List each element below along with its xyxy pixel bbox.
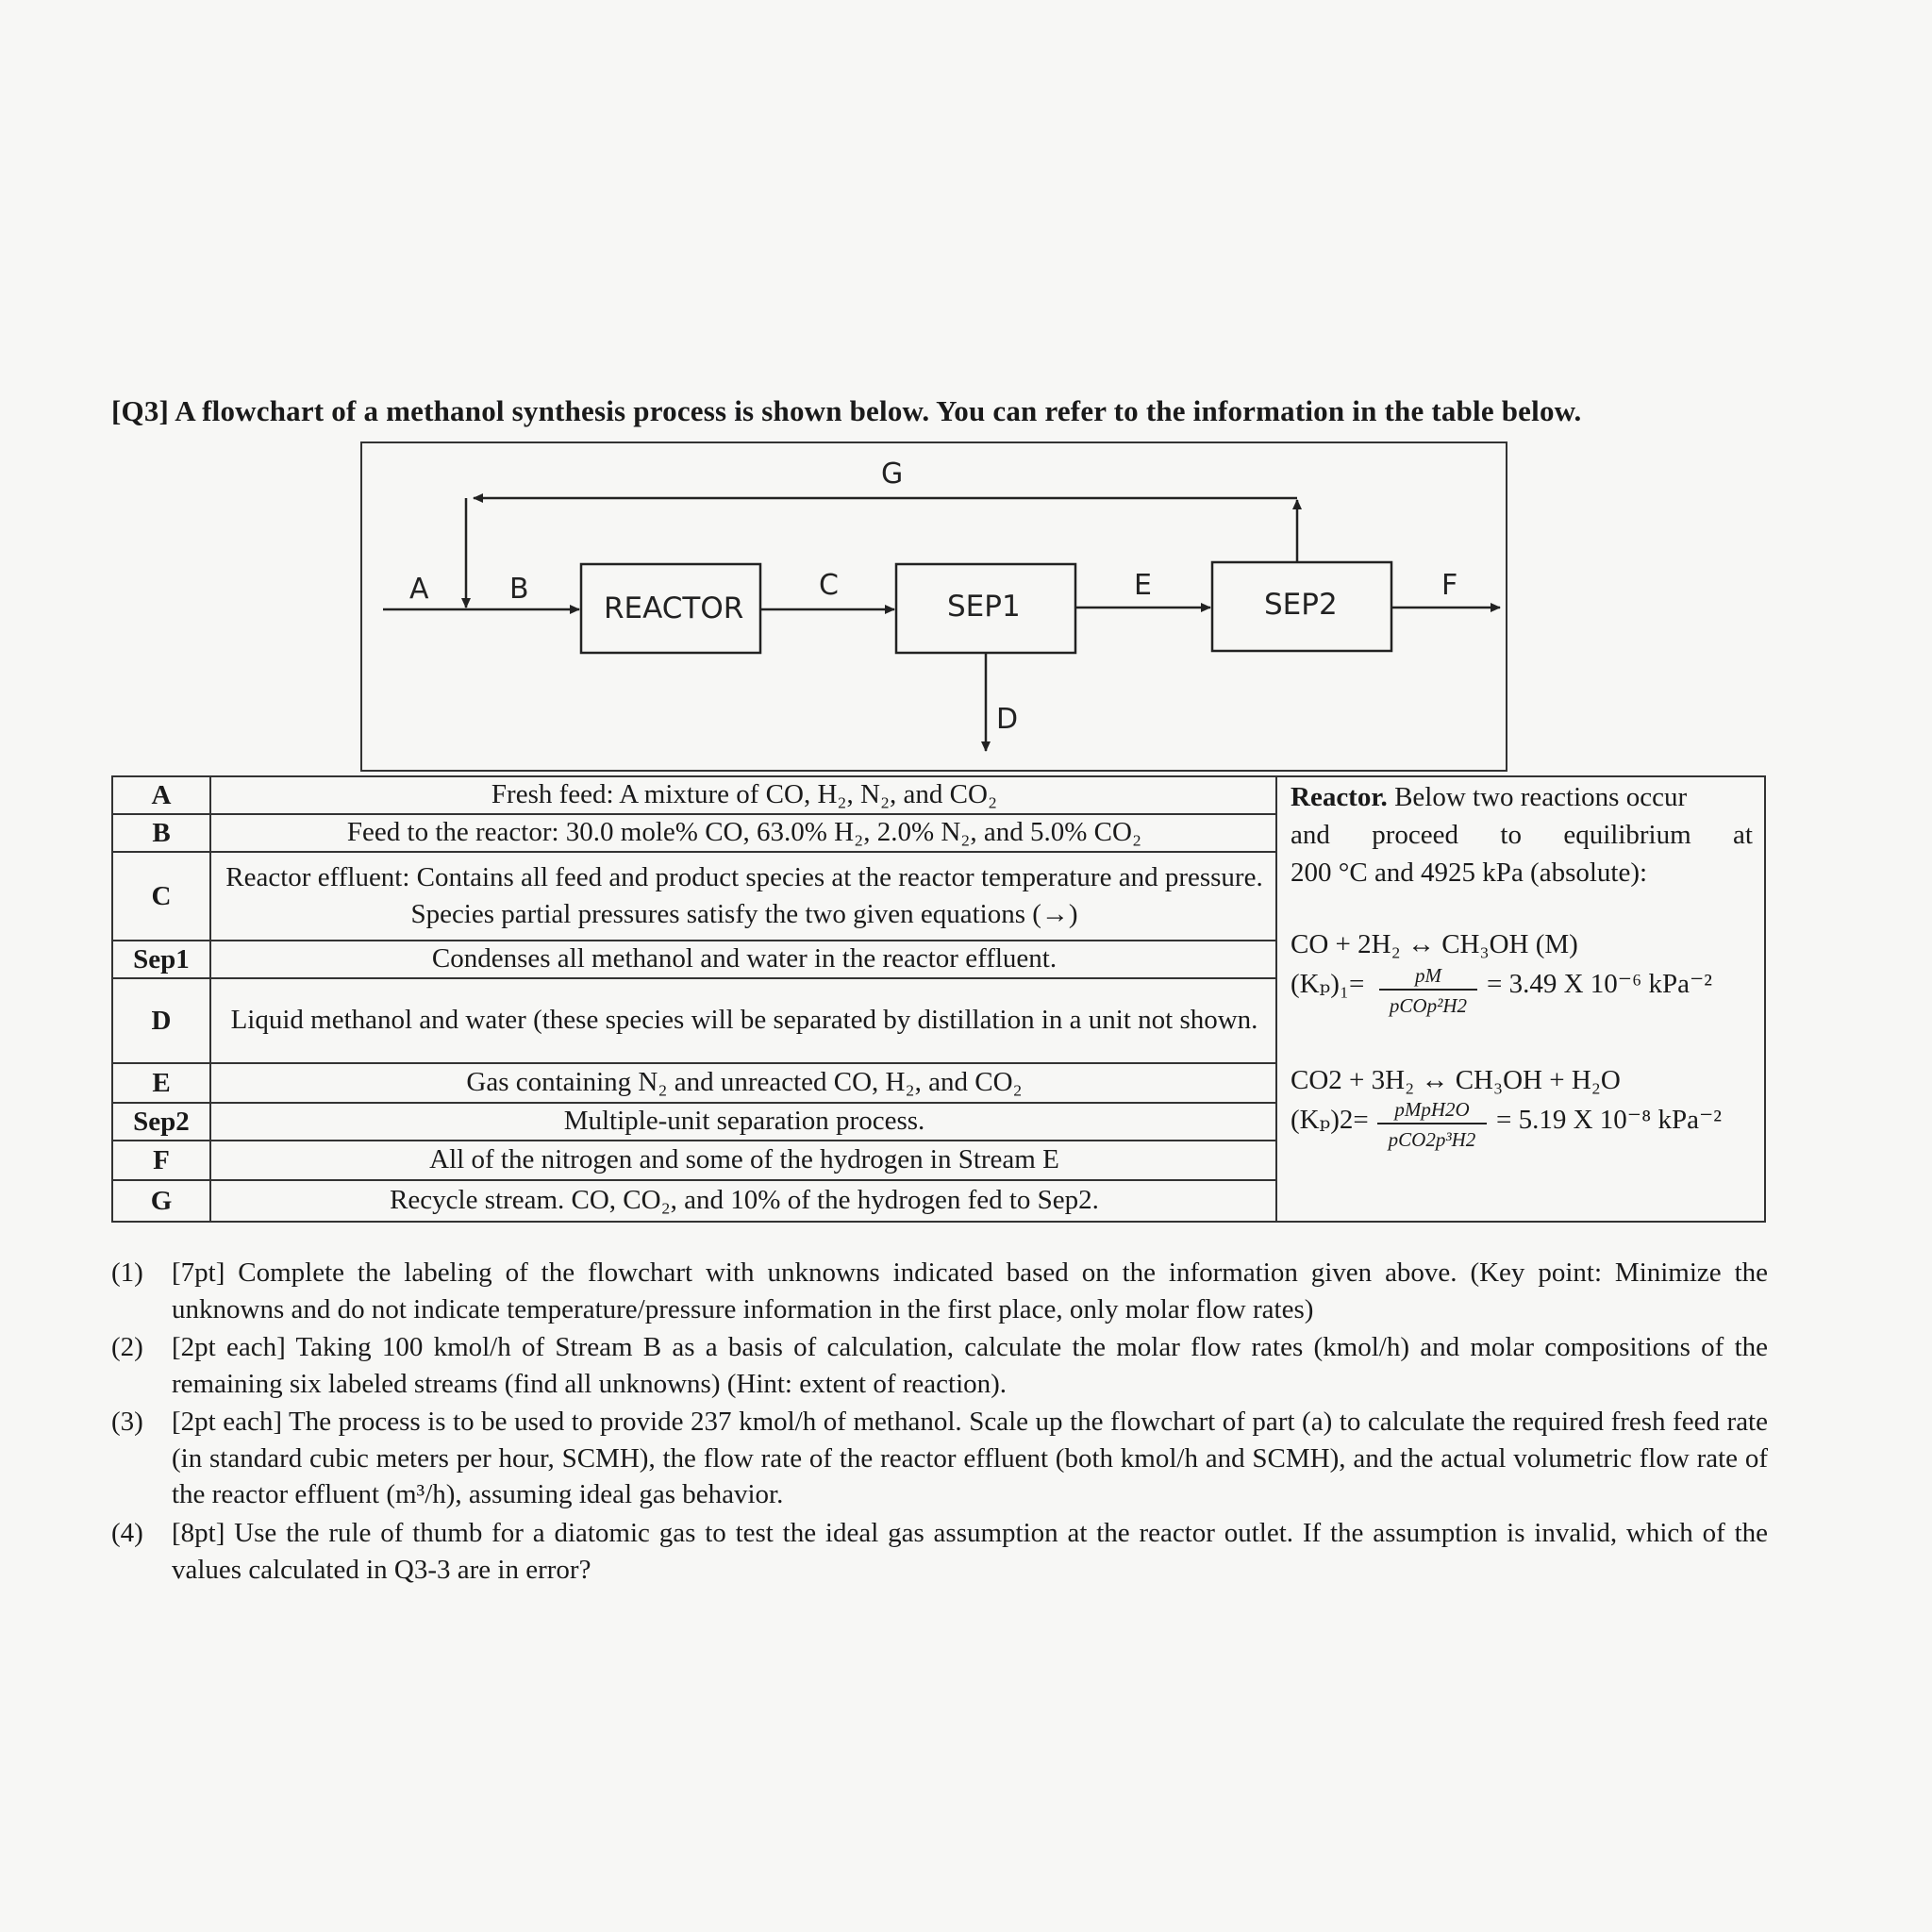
question-title: [Q3] A flowchart of a methanol synthesis process is shown below. You can refer to the information in the table below. [111, 394, 1582, 427]
reaction-2: CO2 + 3H₂ ↔ CH₃OH + H₂O [1291, 1065, 1621, 1095]
row-key: F [113, 1141, 211, 1179]
row-desc: Feed to the reactor: 30.0 mole% CO, 63.0% H₂, 2.0% N₂, and 5.0% CO₂ [346, 817, 1142, 848]
kp2-denominator: pCO2p³H2 [1388, 1128, 1476, 1151]
question-text: [2pt each] Taking 100 kmol/h of Stream B as a basis of calculation, calculate the molar flow rates (kmol/h) and molar compositions of the remaining six labeled streams (find all unknowns) (Hint: extent of reaction). [172, 1332, 1768, 1399]
row-key: E [113, 1064, 211, 1102]
row-desc: Multiple-unit separation process. [563, 1106, 925, 1137]
reaction-1: CO + 2H₂ ↔ CH₃OH (M) [1291, 929, 1578, 959]
table-row [113, 1064, 1277, 1104]
sep2-label: SEP2 [1264, 588, 1338, 622]
kp1-label: (Kₚ)₁= [1291, 969, 1365, 999]
reactor-text-line1: Below two reactions occur [1387, 782, 1688, 812]
stream-b-label: B [509, 573, 529, 606]
row-key: Sep1 [113, 941, 211, 977]
list-item [111, 1515, 1768, 1588]
stream-e-label: E [1134, 569, 1152, 602]
row-key: A [113, 777, 211, 813]
question-number: (3) [111, 1407, 143, 1438]
stream-g-label: G [881, 458, 904, 491]
kp2-numerator: pMpH2O [1394, 1098, 1470, 1121]
row-desc: Condenses all methanol and water in the reactor effluent. [431, 943, 1058, 974]
question-text: [8pt] Use the rule of thumb for a diatomic gas to test the ideal gas assumption at the reactor outlet. If the assumption is invalid, which of the values calculated in Q3-3 are in error? [172, 1517, 1768, 1585]
row-desc: Fresh feed: A mixture of CO, H₂, N₂, and CO₂ [491, 779, 998, 810]
question-number: (4) [111, 1517, 143, 1548]
row-desc: Recycle stream. CO, CO₂, and 10% of the hydrogen fed to Sep2. [390, 1185, 1099, 1216]
stream-a-label: A [409, 573, 429, 606]
question-text: [7pt] Complete the labeling of the flowchart with unknowns indicated based on the information given above. (Key point: Minimize the unknowns and do not indicate temperature/pressure information in the first place, only molar flow rates) [172, 1257, 1768, 1324]
row-key: D [113, 979, 211, 1062]
kp2-label: (Kₚ)2= [1291, 1105, 1369, 1135]
stream-f-label: F [1441, 569, 1458, 602]
kp2-value: = 5.19 X 10⁻⁸ kPa⁻² [1496, 1105, 1722, 1135]
row-key: Sep2 [113, 1104, 211, 1140]
table-row [113, 1104, 1277, 1141]
question-list [111, 1255, 1768, 1590]
sep1-label: SEP1 [947, 590, 1021, 624]
reactor-text-line2: and proceed to equilibrium at [1291, 820, 1753, 850]
kp1-numerator: pM [1415, 964, 1441, 987]
table-row [113, 853, 1277, 941]
reactor-info-line1 [1291, 779, 1762, 816]
process-flowchart [360, 441, 1507, 774]
question-number: (2) [111, 1332, 143, 1363]
row-desc: Reactor effluent: Contains all feed and product species at the reactor temperature and pressure. Species partial pressures satisfy the two given equations (→) [225, 861, 1263, 929]
stream-d-label: D [996, 703, 1019, 736]
row-desc: Liquid methanol and water (these species will be separated by distillation in a unit not shown. [230, 1005, 1258, 1036]
kp1-value: = 3.49 X 10⁻⁶ kPa⁻² [1487, 969, 1712, 999]
row-desc: Gas containing N₂ and unreacted CO, H₂, and CO₂ [466, 1067, 1023, 1098]
table-row [113, 815, 1277, 853]
reactor-label: REACTOR [604, 591, 744, 625]
kp2-fraction-bar [1377, 1123, 1487, 1124]
list-item [111, 1255, 1768, 1327]
table-row [113, 941, 1277, 979]
table-row [113, 777, 1277, 815]
question-number: (1) [111, 1257, 143, 1288]
table-row [113, 979, 1277, 1064]
kp1-fraction-bar [1379, 989, 1477, 991]
reactor-info-panel [1275, 777, 1764, 1221]
table-row [113, 1181, 1277, 1221]
row-desc: All of the nitrogen and some of the hydrogen in Stream E [429, 1144, 1059, 1175]
row-key: C [113, 853, 211, 940]
row-key: G [113, 1181, 211, 1221]
question-text: [2pt each] The process is to be used to provide 237 kmol/h of methanol. Scale up the flowchart of part (a) to calculate the required fresh feed rate (in standard cubic meters per hour, SCMH), the flow rate of the reactor effluent (both kmol/h and SCMH), and the actual volumetric flow rate of the reactor effluent (m³/h), assuming ideal gas behavior. [172, 1407, 1768, 1510]
reactor-heading: Reactor. [1291, 782, 1388, 812]
list-item [111, 1404, 1768, 1513]
list-item [111, 1329, 1768, 1402]
reactor-text-line3: 200 °C and 4925 kPa (absolute): [1291, 858, 1648, 888]
row-key: B [113, 815, 211, 851]
table-row [113, 1141, 1277, 1181]
stream-c-label: C [819, 569, 839, 602]
kp1-denominator: pCOp²H2 [1389, 994, 1468, 1017]
stream-info-table [111, 775, 1766, 1223]
